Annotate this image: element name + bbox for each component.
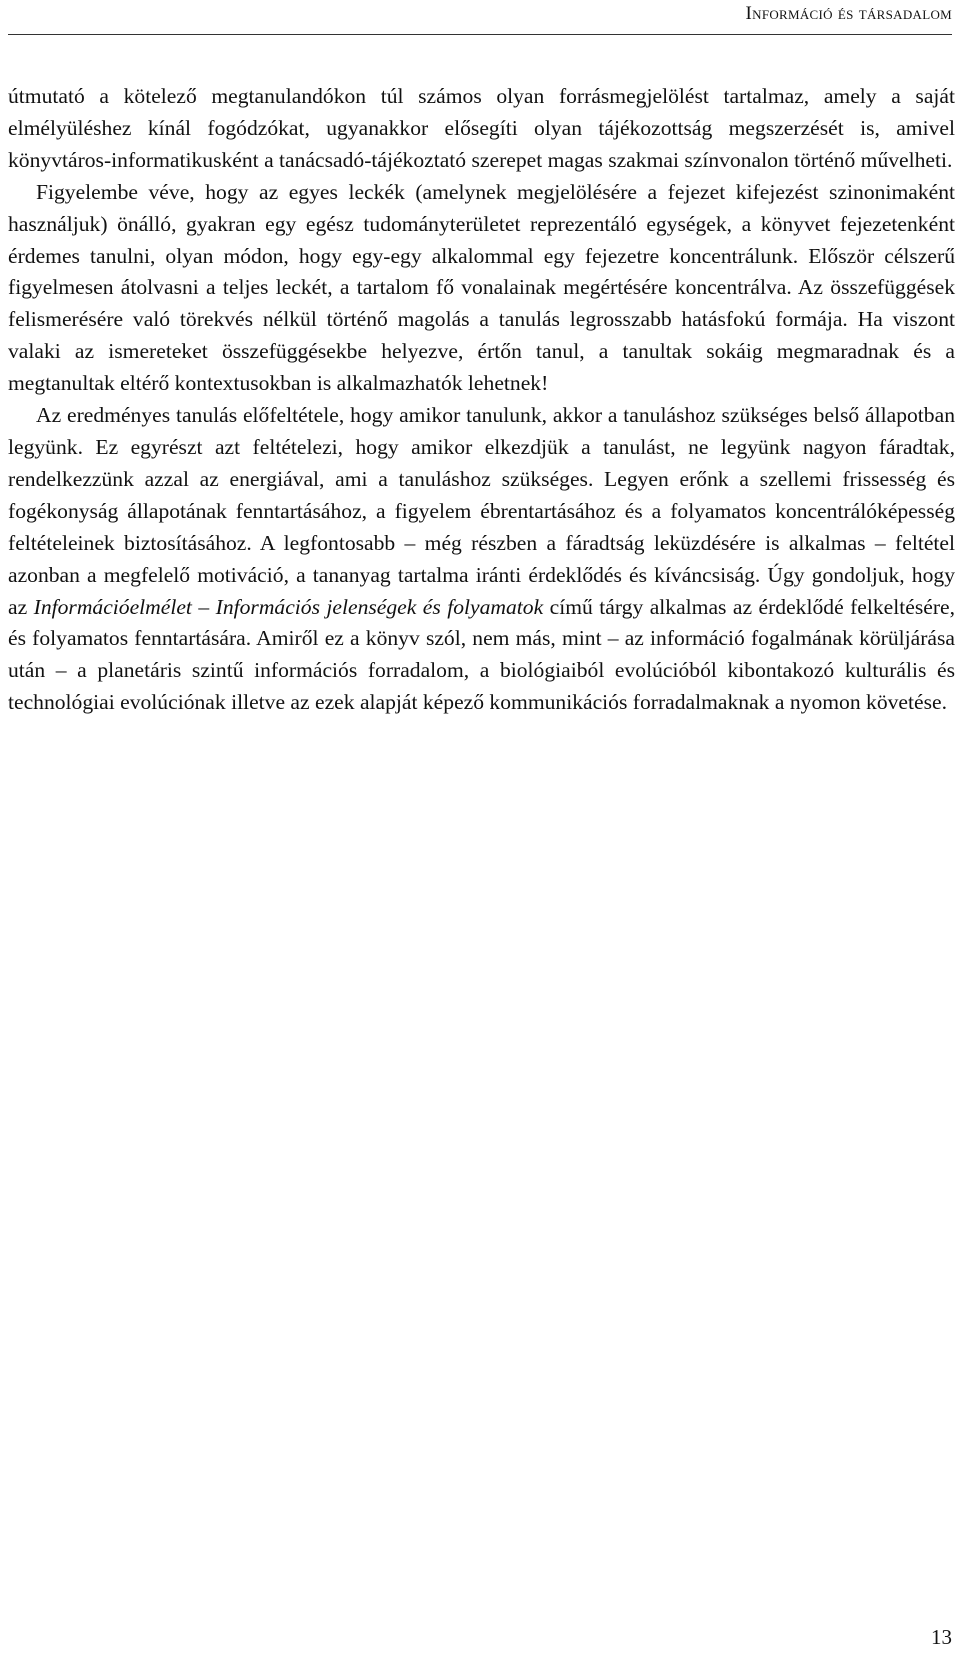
- paragraph-continuation: útmutató a kötelező megtanulandókon túl számos olyan forrásmegjelölést tartalmaz, amely a saját elmélyüléshez kínál fogódzókat, ugyanakkor elősegíti olyan tájékozottság megszerzését is, amivel könyvtáros-informatikusként a tanácsadó-tájékoztató szerepet magas szakmai színvonalon történő művelheti.: [8, 84, 955, 172]
- paragraph-learning: [8, 400, 955, 719]
- paragraph-learning-text-b: című tárgy alkalmas az érdeklődé felkeltésére, és folyamatos fenntartására. Amiről ez a könyv szól, nem más, mint – az információ fogalmának körüljárása után – a planetáris szintű információs forradalom, a biológiaiból evolúcióból kibontakozó kulturális és technológiai evolúciónak illetve az ezek alapját képező kommunikációs forradalmaknak a nyomon követése.: [8, 594, 956, 715]
- course-title: Információelmélet – Információs jelenségek és folyamatok: [33, 594, 544, 619]
- page-number: 13: [931, 1625, 952, 1649]
- paragraph-lessons: Figyelembe véve, hogy az egyes leckék (amelynek megjelölésére a fejezet kifejezést szinonimaként használjuk) önálló, gyakran egy egész tudományterületet reprezentáló egységek, a könyvet fejezetenként érdemes tanulni, olyan módon, hogy egy-egy alkalommal egy fejezetre koncentrálunk. Először célszerű figyelmesen átolvasni a teljes leckét, a tartalom fő vonalainak megértésére koncentrálva. Az összefüggések felismerésére való törekvés nélkül történő magolás a tanulás legrosszabb hatásfokú formája. Ha viszont valaki az ismereteket összefüggésekbe helyezve, értőn tanul, a tanultak sokáig megmaradnak és a megtanultak eltérő kontextusokban is alkalmazhatók lehetnek!: [8, 179, 955, 396]
- paragraph-learning-text-a: Az eredményes tanulás előfeltétele, hogy amikor tanulunk, akkor a tanuláshoz szükséges belső állapotban legyünk. Ez egyrészt azt feltételezi, hogy amikor elkezdjük a tanulást, ne legyünk nagyon fáradtak, rendelkezzünk azzal az energiával, ami a tanuláshoz szükséges. Legyen erőnk a szellemi frissesség és fogékonyság állapotának fenntartásához, a figyelem ébrentartásához és a folyamatos koncentrálóképesség feltételeinek biztosításához. A legfontosabb – még részben a fáradtság leküzdésére is alkalmas – feltétel azonban a megfelelő motiváció, a tananyag tartalma iránti érdeklődés és kíváncsiság. Úgy gondoljuk, hogy az: [8, 403, 955, 619]
- body-text: [8, 81, 955, 719]
- running-head: Információ és társadalom: [745, 3, 952, 24]
- header-rule: [8, 34, 952, 35]
